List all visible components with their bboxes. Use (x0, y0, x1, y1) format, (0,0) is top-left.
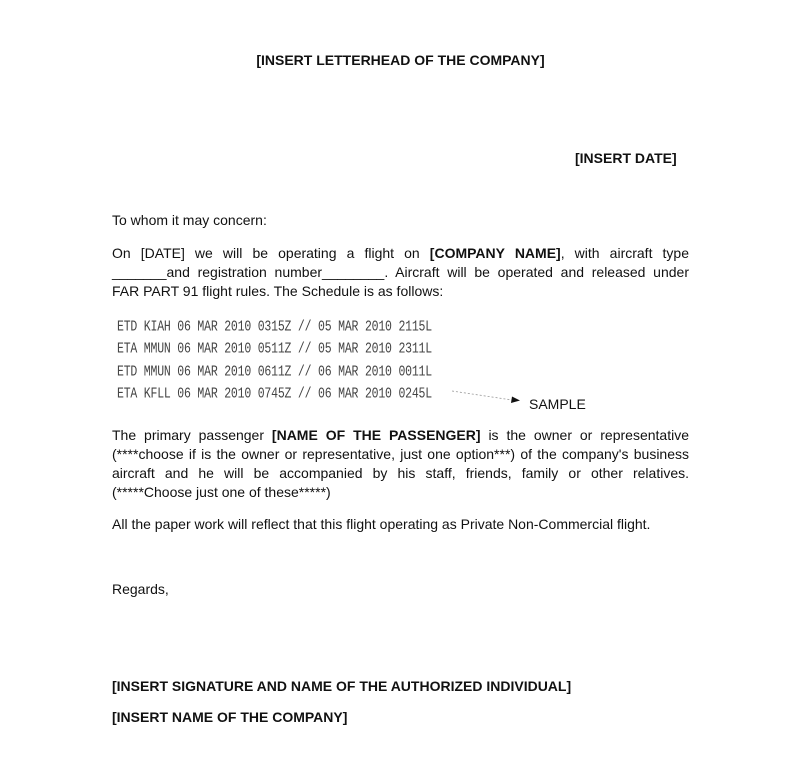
sample-label: SAMPLE (529, 396, 586, 412)
passenger-line-3: aircraft and he will be accompanied by his staff, friends, family or other relatives. (112, 465, 689, 481)
sample-arrow-icon (452, 388, 524, 406)
schedule-line: ETA KFLL 06 MAR 2010 0745Z // 06 MAR 2010 0245L (117, 386, 432, 403)
signature-placeholder: [INSERT SIGNATURE AND NAME OF THE AUTHORIZED INDIVIDUAL] (112, 678, 572, 694)
salutation: To whom it may concern: (112, 212, 267, 228)
company-name-placeholder: [COMPANY NAME] (429, 245, 561, 261)
paragraph-passenger (112, 426, 689, 502)
paperwork-statement: All the paper work will reflect that this flight operating as Private Non-Commercial flight. (112, 516, 651, 532)
passenger-text-end: is the owner or representative (480, 427, 689, 443)
passenger-line-2: (****choose if is the owner or representative, just one option***) of the company's business (112, 446, 689, 462)
passenger-text-start: The primary passenger (112, 427, 272, 443)
intro-text-start: On [DATE] we will be operating a flight on (112, 245, 430, 261)
passenger-line-4: (*****Choose just one of these*****) (112, 484, 331, 500)
intro-line-3: FAR PART 91 flight rules. The Schedule is as follows: (112, 283, 444, 299)
passenger-name-placeholder: [NAME OF THE PASSENGER] (271, 427, 481, 443)
paragraph-flight-intro (112, 244, 689, 301)
letterhead-placeholder: [INSERT LETTERHEAD OF THE COMPANY] (256, 52, 545, 68)
schedule-line: ETD KIAH 06 MAR 2010 0315Z // 05 MAR 2010 2115L (117, 319, 432, 336)
intro-text-end: , with aircraft type (560, 245, 690, 261)
schedule-line: ETA MMUN 06 MAR 2010 0511Z // 05 MAR 2010 2311L (117, 341, 432, 358)
intro-line-2: _______and registration number________. Aircraft will be operated and released under (112, 264, 689, 280)
date-placeholder: [INSERT DATE] (575, 150, 677, 166)
schedule-line: ETD MMUN 06 MAR 2010 0611Z // 06 MAR 2010 0011L (117, 364, 432, 381)
closing-regards: Regards, (112, 581, 169, 597)
passenger-line-1 (112, 426, 689, 445)
intro-line-1 (112, 244, 689, 263)
company-name-footer: [INSERT NAME OF THE COMPANY] (112, 709, 348, 725)
